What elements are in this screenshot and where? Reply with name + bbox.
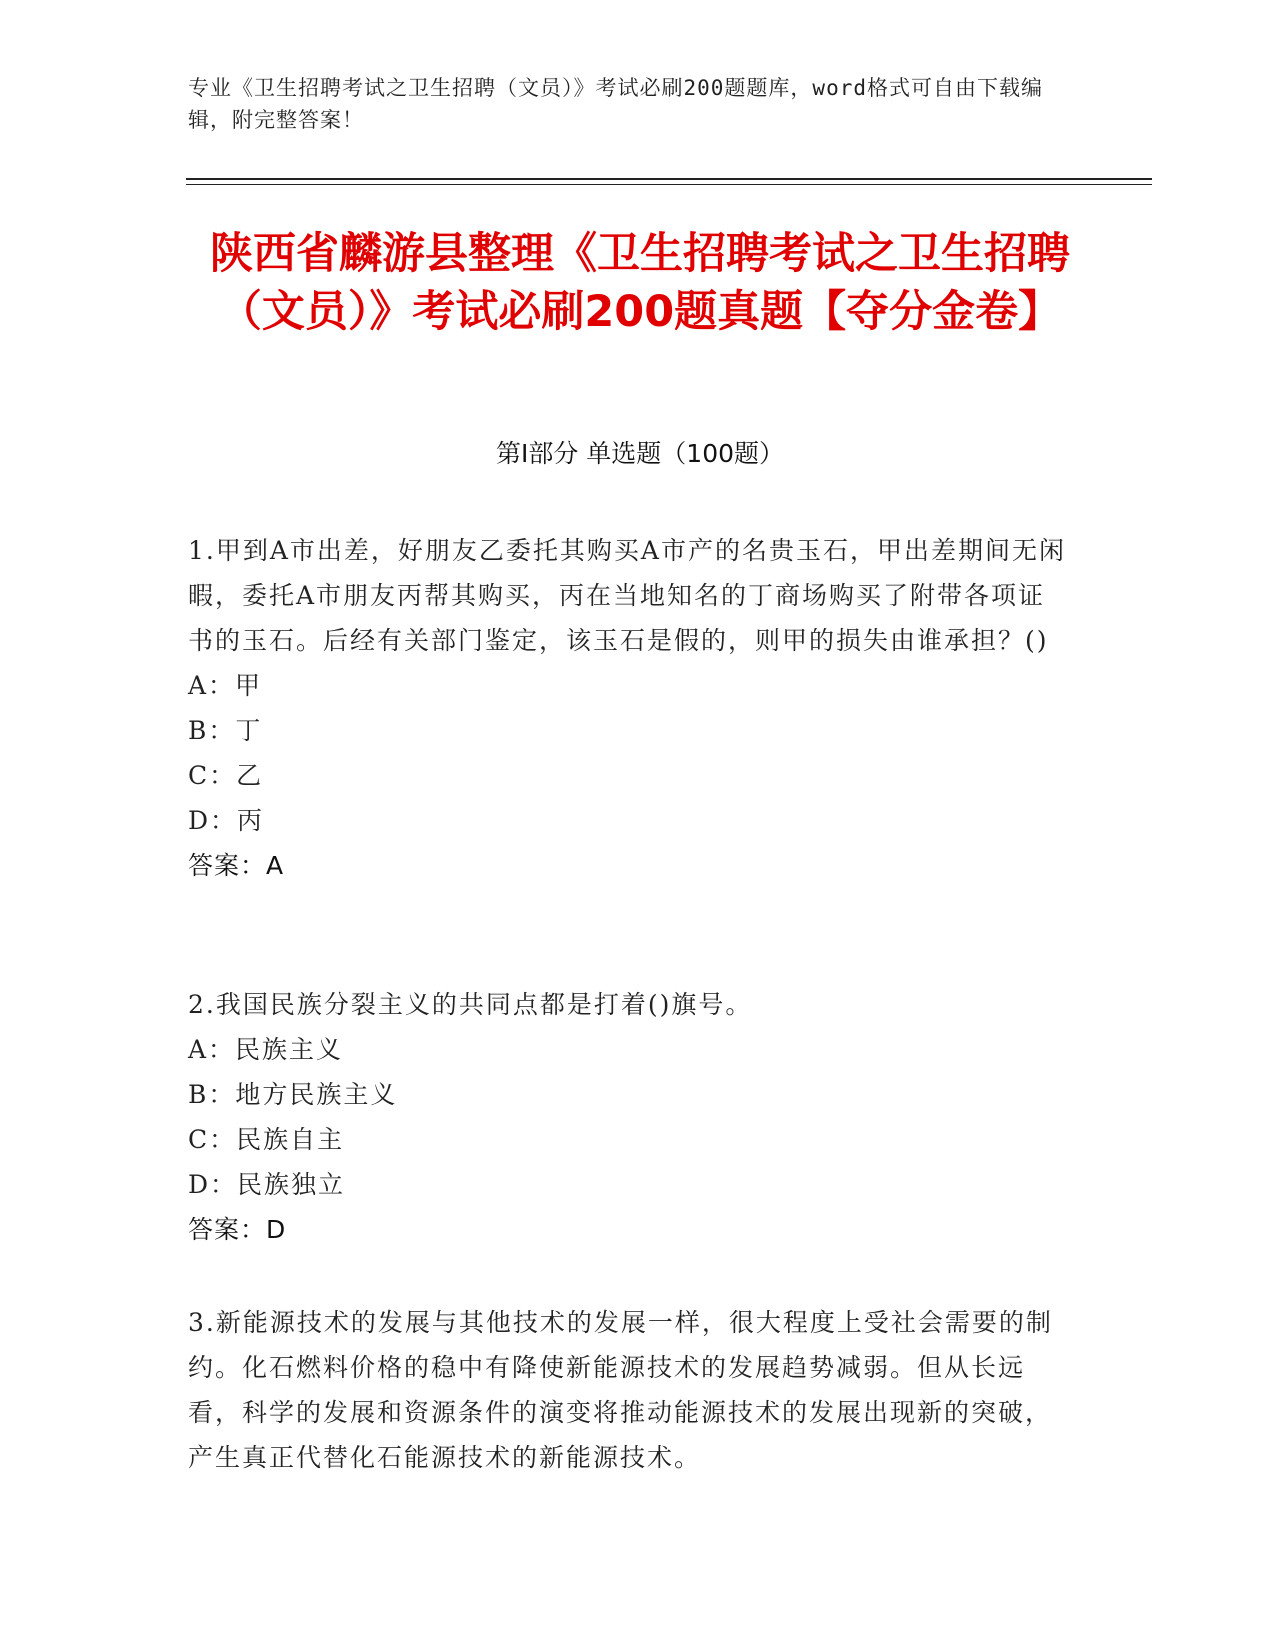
- option-c: C：乙: [188, 761, 264, 790]
- header-divider-thin: [186, 184, 1152, 185]
- question-text: 3.新能源技术的发展与其他技术的发展一样，很大程度上受社会需要的制约。化石燃料价格的稳中有降使新能源技术的发展趋势减弱。但从长远看，科学的发展和资源条件的演变将推动能源技术的发展出现新的突破，产生真正代替化石能源技术的新能源技术。: [188, 1308, 1053, 1472]
- question-text: 1.甲到A市出差，好朋友乙委托其购买A市产的名贵玉石，甲出差期间无闲暇，委托A市朋友丙帮其购买，丙在当地知名的丁商场购买了附带各项证书的玉石。后经有关部门鉴定，该玉石是假的，则甲的损失由谁承担？(): [188, 536, 1066, 655]
- section-heading: 第Ⅰ部分 单选题（100题）: [495, 439, 785, 468]
- answer-line: 答案：D: [188, 1215, 287, 1244]
- option-d: D：丙: [188, 806, 265, 835]
- answer-line: 答案：A: [188, 851, 285, 880]
- header-note: 专业《卫生招聘考试之卫生招聘（文员）》考试必刷200题题库，word格式可自由下载编辑，附完整答案！: [188, 76, 1043, 132]
- option-c: C：民族自主: [188, 1125, 345, 1154]
- header-divider-thick: [186, 178, 1152, 180]
- option-b: B：地方民族主义: [188, 1080, 398, 1109]
- option-d: D：民族独立: [188, 1170, 346, 1199]
- question-text: 2.我国民族分裂主义的共同点都是打着()旗号。: [188, 990, 753, 1019]
- question-2: [188, 982, 1068, 1252]
- option-b: B：丁: [188, 716, 263, 745]
- option-a: A：甲: [188, 671, 263, 700]
- option-a: A：民族主义: [188, 1035, 344, 1064]
- question-1: [188, 528, 1068, 888]
- document-title: 陕西省麟游县整理《卫生招聘考试之卫生招聘（文员）》考试必刷200题真题【夺分金卷】: [210, 229, 1070, 337]
- question-3: [188, 1300, 1068, 1480]
